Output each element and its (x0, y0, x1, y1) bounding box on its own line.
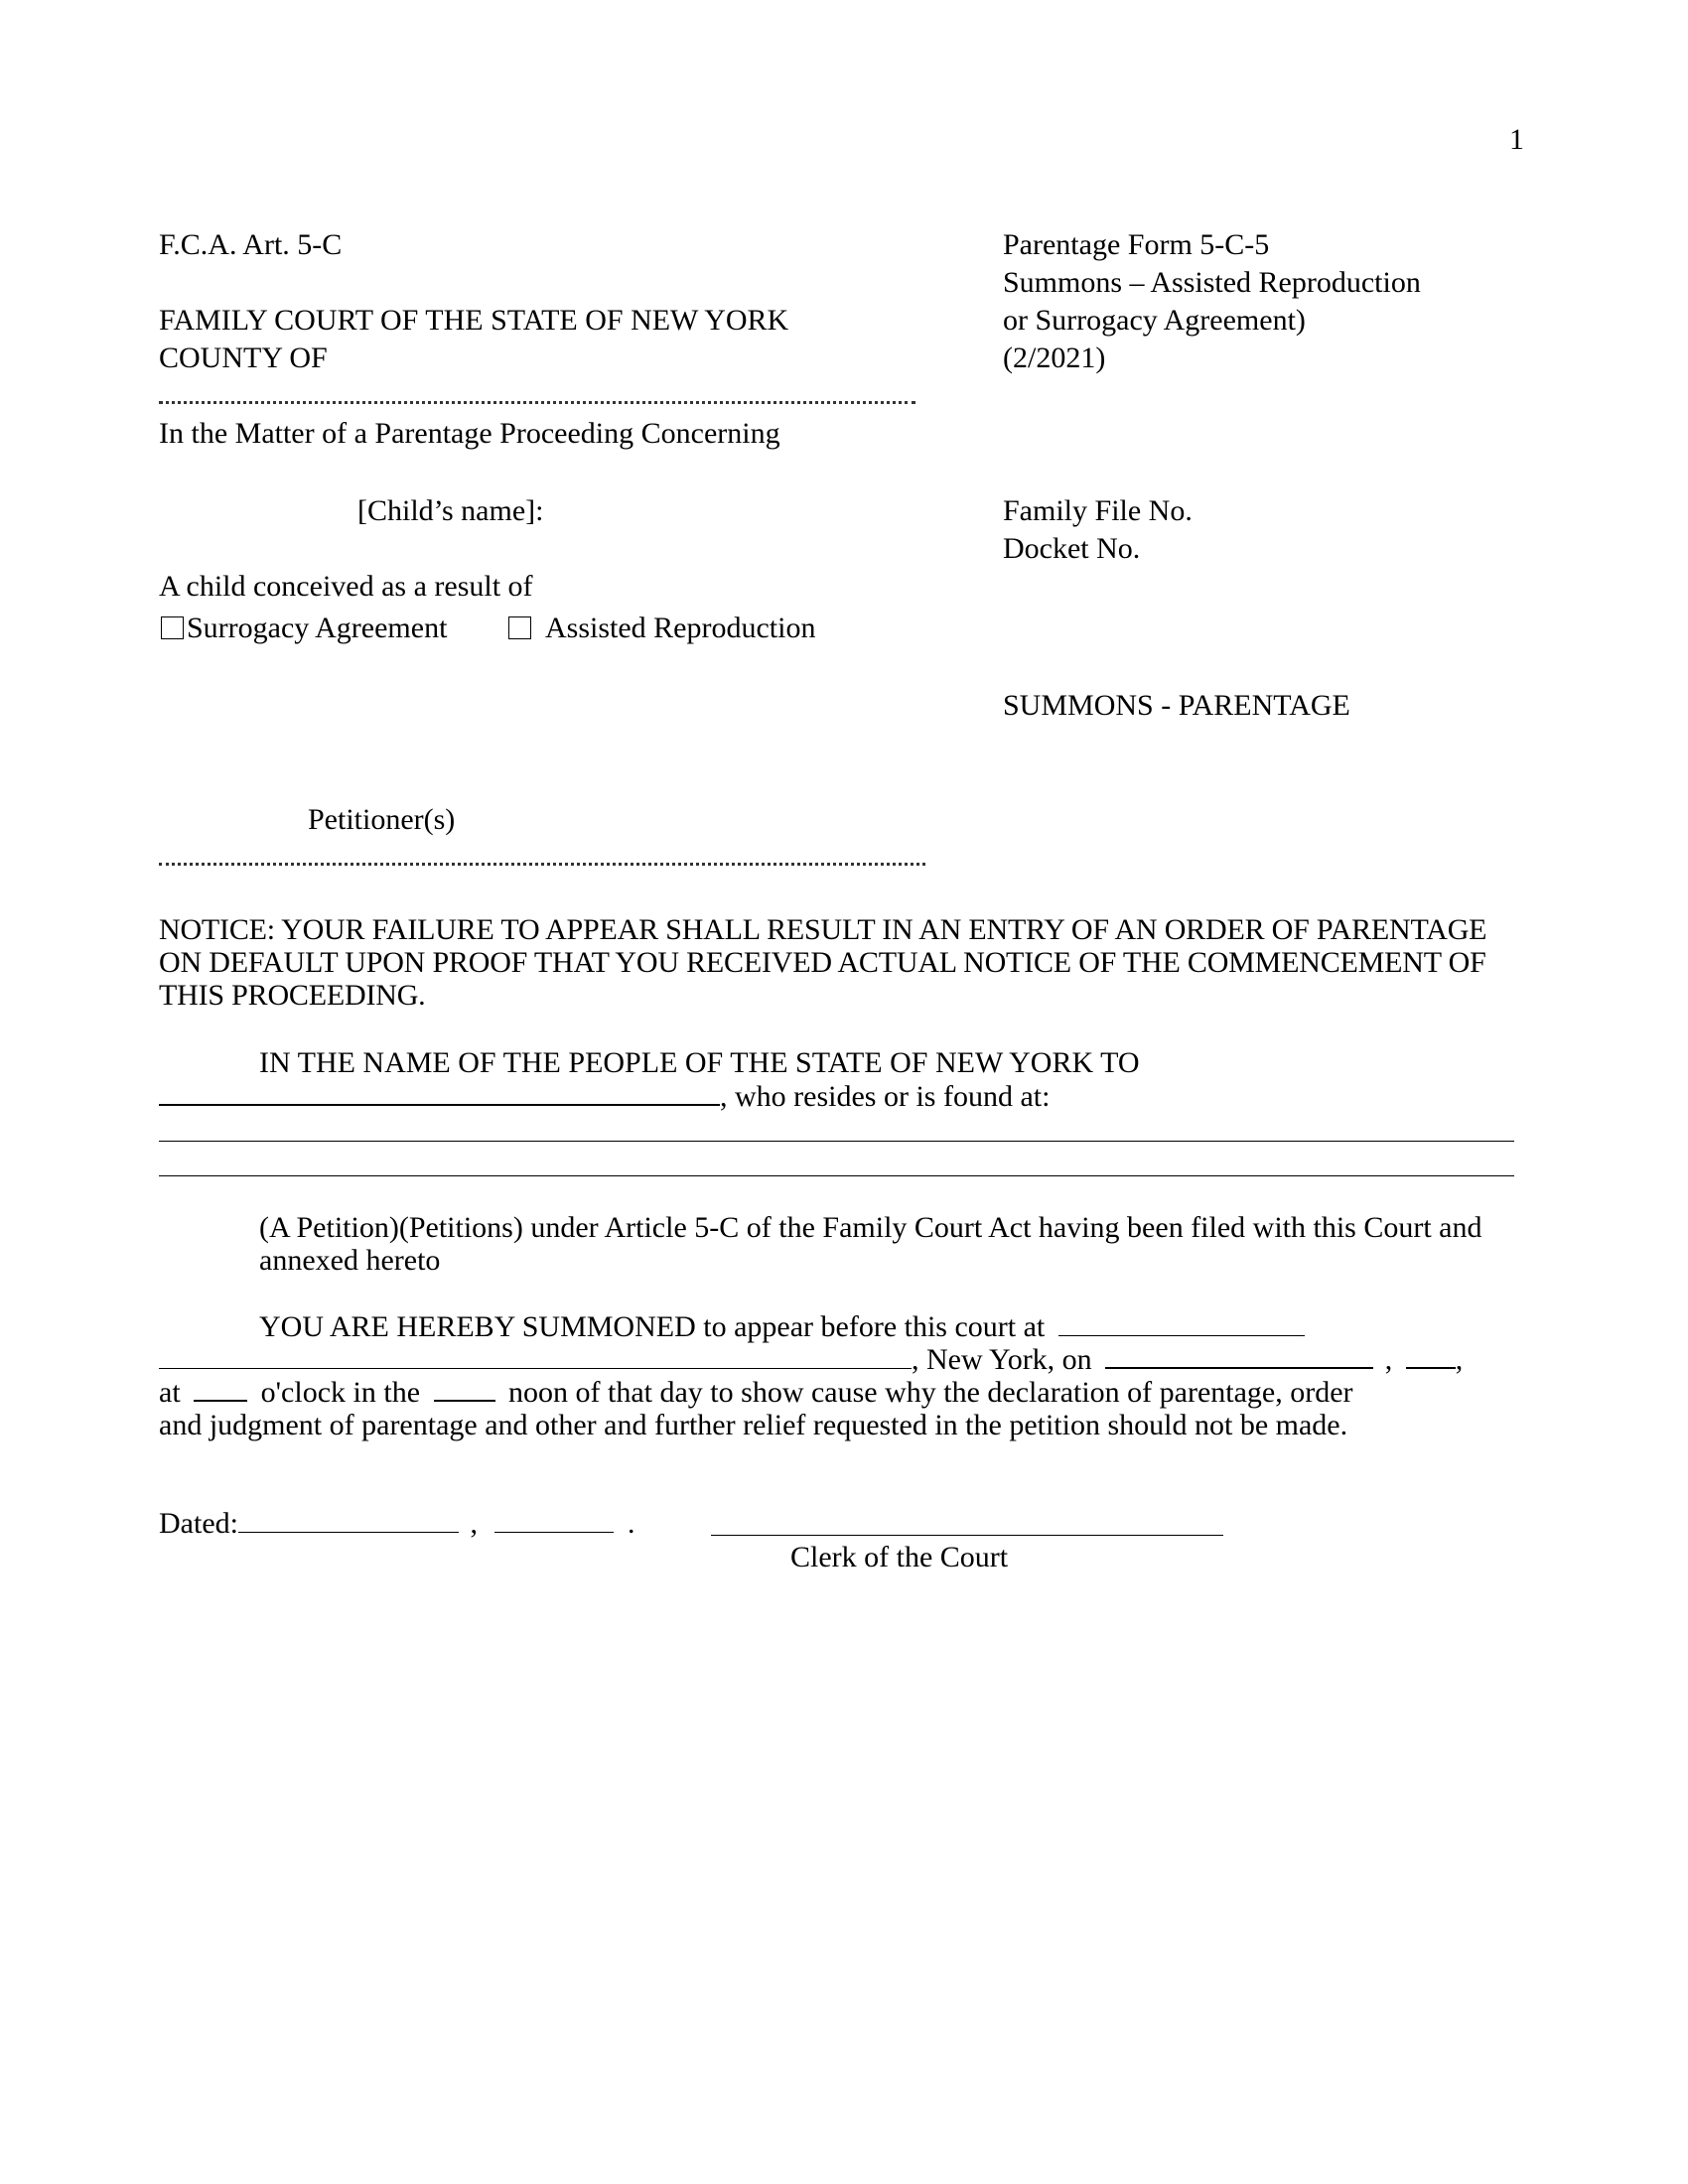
address-line-2[interactable] (159, 1175, 1514, 1176)
clerk-signature-line[interactable] (711, 1535, 1223, 1536)
conceived-label: A child conceived as a result of (159, 570, 533, 603)
default-notice: NOTICE: YOUR FAILURE TO APPEAR SHALL RESULT IN AN ENTRY OF AN ORDER OF PARENTAGE ON DEFAULT UPON PROOF THAT YOU RECEIVED ACTUAL NOTICE OF THE COMMENCEMENT OF THIS PROCEEDING. (159, 913, 1487, 1012)
court-location-blank[interactable] (1058, 1335, 1305, 1336)
noon-text: noon of that day to show cause why the declaration of parentage, order (508, 1376, 1353, 1409)
caption-bottom-divider (159, 863, 925, 866)
appearance-year-blank[interactable] (1406, 1367, 1456, 1369)
new-york-on-text: , New York, on (912, 1343, 1092, 1376)
form-title-line2: or Surrogacy Agreement) (1003, 304, 1306, 337)
dated-year-blank[interactable] (494, 1532, 614, 1533)
hour-blank[interactable] (194, 1400, 247, 1402)
dated-label: Dated: (159, 1507, 238, 1540)
assisted-checkbox-option[interactable] (508, 610, 815, 647)
docket-label: Docket No. (1003, 532, 1141, 565)
summoned-line3 (159, 1374, 1353, 1412)
document-title: SUMMONS - PARENTAGE (1003, 689, 1350, 722)
family-file-label: Family File No. (1003, 494, 1193, 527)
people-address-line: IN THE NAME OF THE PEOPLE OF THE STATE OF NEW YORK TO (259, 1046, 1140, 1079)
date-comma: , (1384, 1343, 1393, 1376)
page-number: 1 (1509, 123, 1524, 156)
petitioners-label: Petitioner(s) (308, 803, 456, 836)
court-name-line1: FAMILY COURT OF THE STATE OF NEW YORK (159, 304, 789, 337)
dated-line (159, 1505, 634, 1543)
resides-text: , who resides or is found at: (720, 1080, 1051, 1113)
dated-month-day-blank[interactable] (238, 1532, 459, 1533)
clerk-label: Clerk of the Court (790, 1541, 1009, 1573)
petition-paragraph (159, 1211, 1529, 1277)
summoned-line4: and judgment of parentage and other and further relief requested in the petition should not be made. (159, 1409, 1348, 1441)
address-line-1[interactable] (159, 1141, 1514, 1142)
summoned-line2 (159, 1341, 1463, 1379)
form-number: Parentage Form 5-C-5 (1003, 228, 1270, 261)
surrogacy-checkbox[interactable] (161, 616, 184, 639)
dated-period: . (627, 1507, 635, 1540)
court-address-blank[interactable] (159, 1368, 912, 1369)
appearance-date-blank[interactable] (1105, 1367, 1373, 1369)
oclock-text: o'clock in the (260, 1376, 421, 1409)
summoned-line1 (259, 1308, 1305, 1346)
statute-reference: F.C.A. Art. 5-C (159, 228, 343, 261)
assisted-checkbox-label: Assisted Reproduction (545, 612, 816, 644)
dated-comma: , (470, 1507, 478, 1540)
year-comma: , (1455, 1343, 1464, 1376)
form-revision-date: (2/2021) (1003, 341, 1106, 374)
surrogacy-checkbox-label: Surrogacy Agreement (187, 612, 448, 644)
assisted-checkbox[interactable] (508, 616, 531, 639)
petition-text: (A Petition)(Petitions) under Article 5-C of the Family Court Act having been filed with this Court and annexed hereto (259, 1211, 1482, 1277)
caption-top-divider (159, 401, 915, 404)
respondent-line (159, 1078, 1050, 1116)
surrogacy-checkbox-option[interactable] (161, 610, 447, 647)
form-title-line1: Summons – Assisted Reproduction (1003, 266, 1421, 299)
time-of-day-blank[interactable] (434, 1400, 495, 1402)
respondent-name-blank[interactable] (159, 1104, 720, 1106)
matter-heading: In the Matter of a Parentage Proceeding Concerning (159, 417, 780, 450)
court-name-line2: COUNTY OF (159, 341, 328, 374)
child-name-label: [Child’s name]: (357, 494, 544, 527)
summoned-text: YOU ARE HEREBY SUMMONED to appear before this court at (259, 1310, 1046, 1343)
at-text: at (159, 1376, 181, 1409)
